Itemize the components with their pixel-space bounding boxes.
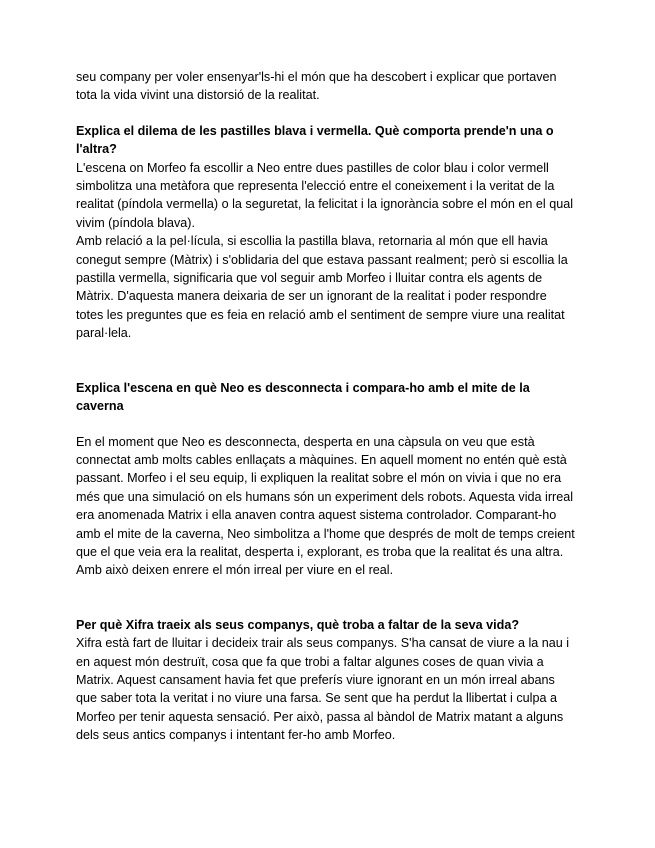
section-xifra [76,616,576,745]
section-disconnect [76,379,576,580]
section-paragraph: En el moment que Neo es desconnecta, desperta en una càpsula on veu que està connectat amb molts cables enllaçats a màquines. En aquell moment no entén què està passant. Morfeo i el seu equip, li expliquen la realitat sobre el món on vivia i que no era més que una simulació on els humans són un experiment dels robots. Aquesta vida irreal era anomenada Matrix i ella anaven contra aquest sistema controlador. Comparant-ho amb el mite de la caverna, Neo simbolitza a l'home que després de molt de temps creient que el que veia era la realitat, desperta i, explorant, es troba que la realitat és una altra. Amb això deixen enrere el món irreal per viure en el real. [76,434,575,578]
section-heading: Explica el dilema de les pastilles blava i vermella. Què comporta prende'n una o l'altra? [76,123,554,157]
section-paragraph: Xifra està fart de lluitar i decideix trair als seus companys. S'ha cansat de viure a la nau i en aquest món destruït, cosa que fa que trobi a faltar algunes coses de quan vivia a Matrix. Aquest cansament havia fet que preferís viure ignorant en un món irreal abans que saber tota la veritat i no viure una farsa. Se sent que ha perdut la llibertat i culpa a Morfeo per tenir aquesta sensació. Per això, passa al bàndol de Matrix matant a alguns dels seus antics companys i intentant fer-ho amb Morfeo. [76,636,570,743]
intro-paragraph: seu company per voler ensenyar'ls-hi el món que ha descobert i explicar que portaven tota la vida vivint una distorsió de la realitat. [76,70,557,103]
document-page [76,68,576,745]
section-paragraph: L'escena on Morfeo fa escollir a Neo entre dues pastilles de color blau i color vermell simbolitza una metàfora que representa l'elecció entre el coneixement i la veritat de la realitat (píndola vermella) o la seguretat, la felicitat i la ignorància sobre el món en el qual vivim (píndola blava). [76,160,574,230]
section-paragraph: Amb relació a la pel·lícula, si escollia la pastilla blava, retornaria al món que ell havia conegut sempre (Màtrix) i s'oblidaria del que estava passant realment; però si escollia la pastilla vermella, significaria que vol seguir amb Morfeo i lluitar contra els agents de Màtrix. D'aquesta manera deixaria de ser un ignorant de la realitat i poder respondre totes les preguntes que es feia en relació amb el sentiment de sempre viure una realitat paral·lela. [76,234,568,341]
section-heading: Per què Xifra traeix als seus companys, què troba a faltar de la seva vida? [76,617,520,632]
section-heading: Explica l'escena en què Neo es desconnecta i compara-ho amb el mite de la caverna [76,380,530,414]
section-pills [76,122,576,343]
